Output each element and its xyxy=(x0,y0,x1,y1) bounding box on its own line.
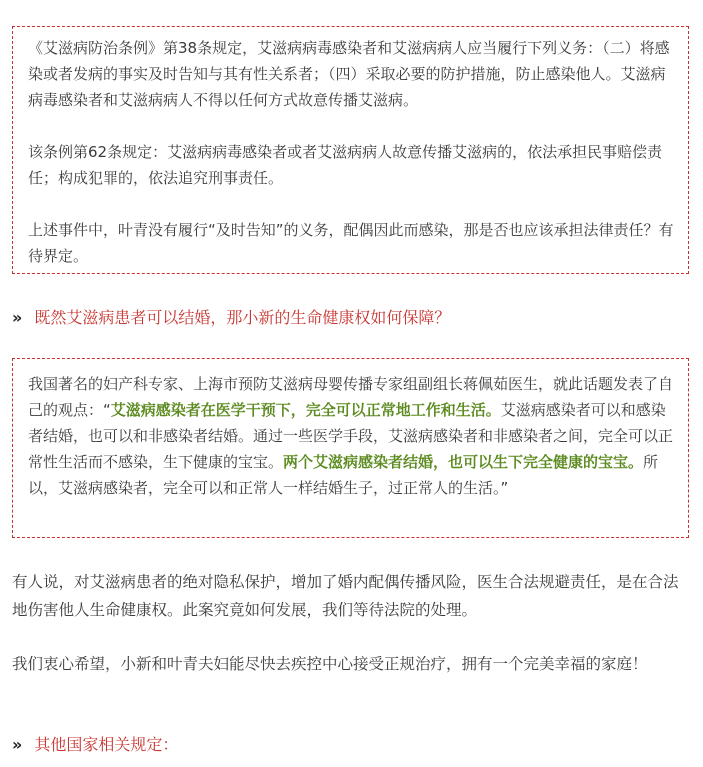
section-heading-text: 其他国家相关规定： xyxy=(34,735,179,754)
double-chevron-icon: » xyxy=(12,308,23,327)
paragraph-closing-wish: 我们衷心希望，小新和叶青夫妇能尽快去疾控中心接受正规治疗，拥有一个完美幸福的家庭！ xyxy=(12,655,648,673)
double-chevron-icon: » xyxy=(12,735,23,754)
opinion-highlight-2: 两个艾滋病感染者结婚，也可以生下完全健康的宝宝。 xyxy=(283,453,644,471)
paragraph-privacy-debate: 有人说，对艾滋病患者的绝对隐私保护，增加了婚内配偶传播风险，医生合法规避责任，是在合法地伤害他人生命健康权。此案究竟如何发展，我们等待法院的处理。 xyxy=(12,573,679,619)
opinion-text-2: 艾滋病感染者可以和感染者结婚，也可以和非感染者结婚。通过一些医学手段，艾滋病感染者和非感染者之间，完全可以正常性生活而不感染，生下健康的宝宝。 xyxy=(28,401,674,471)
section-heading-text: 既然艾滋病患者可以结婚，那小新的生命健康权如何保障？ xyxy=(34,308,451,327)
regulation-quote-box xyxy=(12,26,689,274)
expert-opinion-text xyxy=(28,371,676,501)
expert-opinion-box xyxy=(12,358,689,538)
regulation-article-62: 该条例第62条规定：艾滋病病毒感染者或者艾滋病病人故意传播艾滋病的，依法承担民事赔偿责任；构成犯罪的，依法追究刑事责任。 xyxy=(28,143,663,187)
regulation-article-38: 《艾滋病防治条例》第38条规定，艾滋病病毒感染者和艾滋病病人应当履行下列义务：（二）将感染或者发病的事实及时告知与其有性关系者；（四）采取必要的防护措施，防止感染他人。艾滋病病毒感染者和艾滋病病人不得以任何方式故意传播艾滋病。 xyxy=(28,39,670,109)
section-heading-marriage-rights xyxy=(12,306,450,330)
regulation-commentary: 上述事件中，叶青没有履行“及时告知”的义务，配偶因此而感染，那是否也应该承担法律责任？有待界定。 xyxy=(28,221,674,265)
opinion-highlight-1: 艾滋病感染者在医学干预下，完全可以正常地工作和生活。 xyxy=(110,401,501,419)
section-heading-other-countries xyxy=(12,733,178,757)
opinion-text-3: 所以，艾滋病感染者，完全可以和正常人一样结婚生子，过正常人的生活。” xyxy=(28,453,659,497)
opinion-text-1: 我国著名的妇产科专家、上海市预防艾滋病母婴传播专家组副组长蒋佩茹医生，就此话题发表了自己的观点：“ xyxy=(28,375,674,419)
